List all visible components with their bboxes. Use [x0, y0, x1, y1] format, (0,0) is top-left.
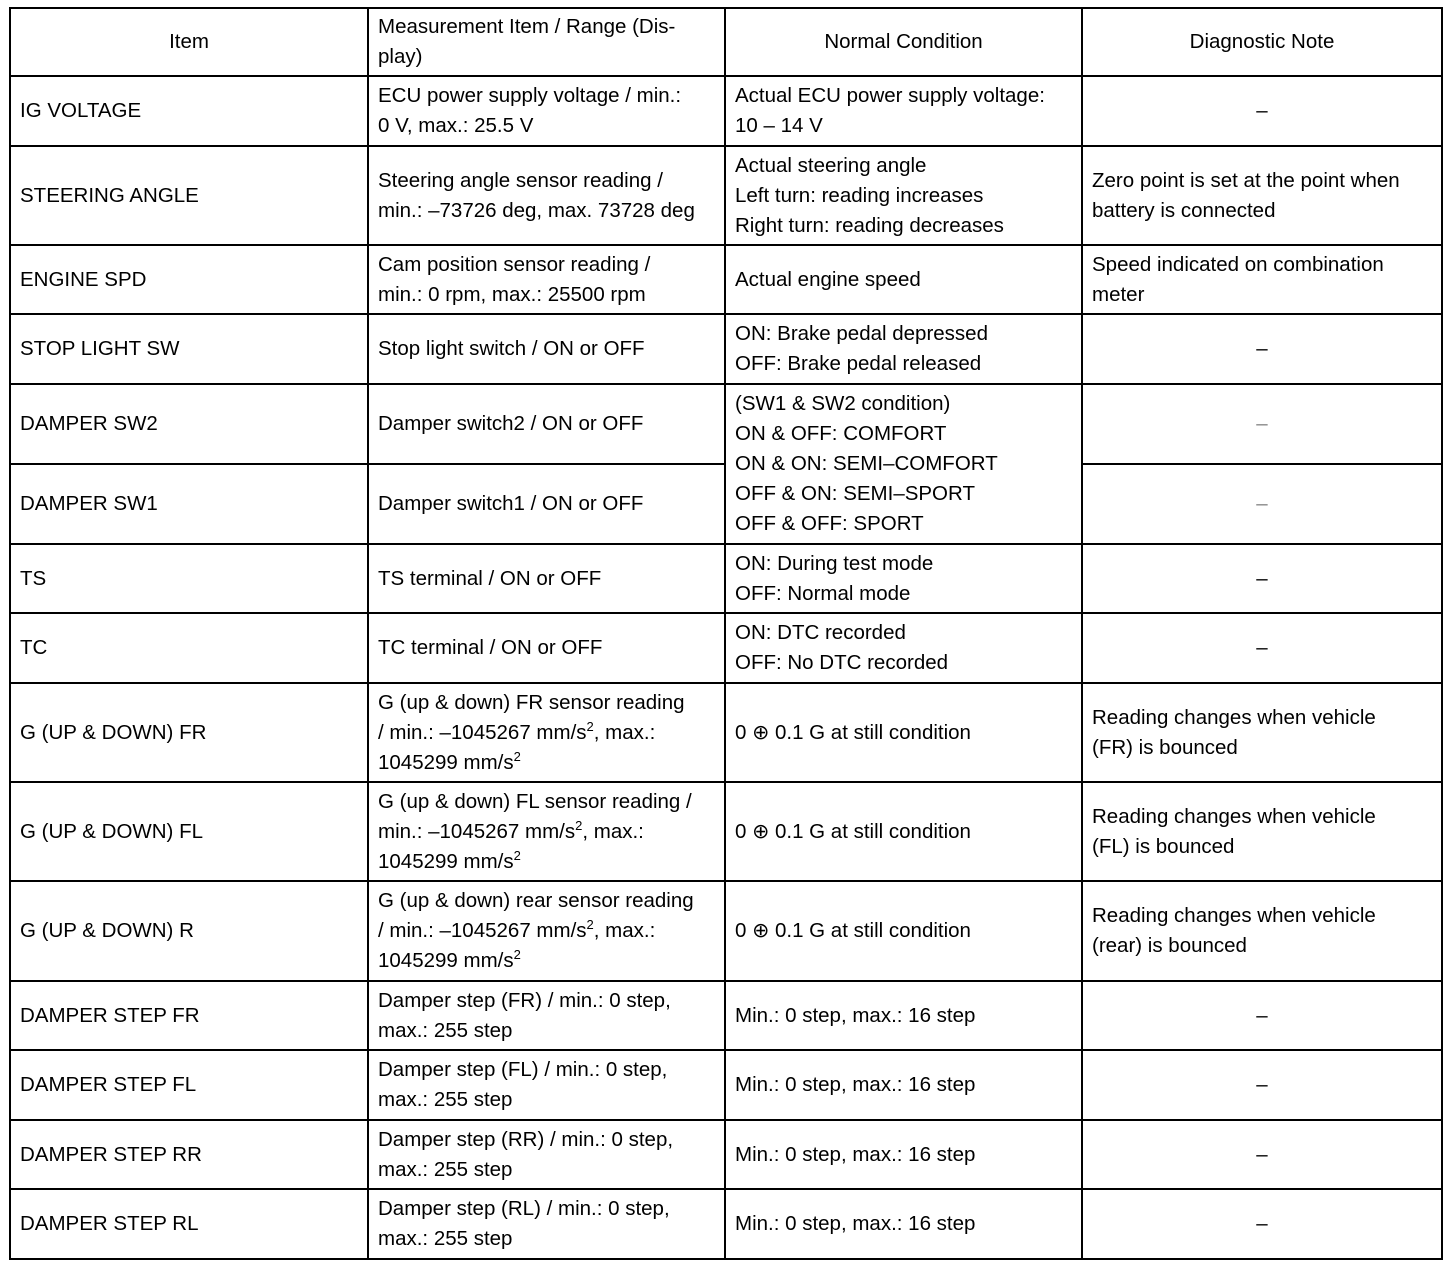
- item-cell: TS: [10, 544, 368, 613]
- measurement-cell: ECU power supply voltage / min.: 0 V, max.: 25.5 V: [368, 76, 725, 146]
- item-cell: TC: [10, 613, 368, 683]
- table-row: [10, 613, 1442, 683]
- table-row: [10, 981, 1442, 1050]
- normal-condition-cell: (SW1 & SW2 condition) ON & OFF: COMFORT ON & ON: SEMI–COMFORT OFF & ON: SEMI–SPORT OFF & OFF: SPORT: [725, 384, 1082, 544]
- measurement-cell: Damper step (FR) / min.: 0 step, max.: 255 step: [368, 981, 725, 1050]
- measurement-text: , max.: 1045299 mm/s: [378, 919, 656, 972]
- normal-condition-cell: ON: During test mode OFF: Normal mode: [725, 544, 1082, 613]
- measurement-cell: [368, 881, 725, 981]
- diagnostic-note-cell: Speed indicated on combination meter: [1082, 245, 1442, 314]
- normal-condition-cell: Actual ECU power supply voltage: 10 – 14 V: [725, 76, 1082, 146]
- table-row: [10, 245, 1442, 314]
- measurement-cell: Cam position sensor reading / min.: 0 rpm, max.: 25500 rpm: [368, 245, 725, 314]
- superscript: 2: [513, 947, 521, 962]
- item-cell: G (UP & DOWN) FL: [10, 782, 368, 881]
- table-row: [10, 1189, 1442, 1259]
- measurement-cell: Steering angle sensor reading / min.: –73726 deg, max. 73728 deg: [368, 146, 725, 245]
- measurement-cell: [368, 782, 725, 881]
- item-cell: DAMPER SW1: [10, 464, 368, 544]
- diagnostic-note-cell: –: [1082, 384, 1442, 464]
- measurement-text: , max.: 1045299 mm/s: [378, 819, 644, 873]
- diagnostic-note-cell: Reading changes when vehicle (rear) is bounced: [1082, 881, 1442, 981]
- diagnostic-note-cell: –: [1082, 464, 1442, 544]
- measurement-cell: TC terminal / ON or OFF: [368, 613, 725, 683]
- superscript: 2: [586, 917, 594, 932]
- measurement-cell: [368, 683, 725, 782]
- header-measurement: Measurement Item / Range (Dis- play): [368, 8, 725, 76]
- diagnostic-note-cell: –: [1082, 544, 1442, 613]
- diagnostic-note-cell: Reading changes when vehicle (FL) is bounced: [1082, 782, 1442, 881]
- header-row: [10, 8, 1442, 76]
- header-diagnostic-note: Diagnostic Note: [1082, 8, 1442, 76]
- measurement-cell: Damper switch1 / ON or OFF: [368, 464, 725, 544]
- diagnostic-note-cell: Zero point is set at the point when battery is connected: [1082, 146, 1442, 245]
- normal-condition-cell: ON: DTC recorded OFF: No DTC recorded: [725, 613, 1082, 683]
- header-item: Item: [10, 8, 368, 76]
- table-row: [10, 544, 1442, 613]
- normal-condition-cell: 0 ⊕ 0.1 G at still condition: [725, 782, 1082, 881]
- data-list-table: [9, 7, 1443, 1260]
- measurement-text: G (up & down) FR sensor reading / min.: –1045267 mm/s: [378, 690, 685, 744]
- diagnostic-note-cell: –: [1082, 1189, 1442, 1259]
- diagnostic-note-cell: –: [1082, 314, 1442, 384]
- superscript: 2: [513, 847, 521, 863]
- diagnostic-note-cell: –: [1082, 76, 1442, 146]
- item-cell: G (UP & DOWN) R: [10, 881, 368, 981]
- table-row: [10, 1120, 1442, 1189]
- table-row: [10, 384, 1442, 464]
- normal-condition-cell: Min.: 0 step, max.: 16 step: [725, 1189, 1082, 1259]
- table-row: [10, 683, 1442, 782]
- table-row: [10, 881, 1442, 981]
- measurement-cell: TS terminal / ON or OFF: [368, 544, 725, 613]
- diagnostic-note-cell: –: [1082, 981, 1442, 1050]
- item-cell: DAMPER SW2: [10, 384, 368, 464]
- normal-condition-cell: Actual engine speed: [725, 245, 1082, 314]
- normal-condition-cell: 0 ⊕ 0.1 G at still condition: [725, 881, 1082, 981]
- item-cell: DAMPER STEP FR: [10, 981, 368, 1050]
- normal-condition-cell: ON: Brake pedal depressed OFF: Brake pedal released: [725, 314, 1082, 384]
- diagnostic-note-cell: –: [1082, 1050, 1442, 1120]
- measurement-text: , max.: 1045299 mm/s: [378, 720, 656, 774]
- table-row: [10, 314, 1442, 384]
- measurement-text: G (up & down) rear sensor reading / min.: –1045267 mm/s: [378, 889, 694, 942]
- diagnostic-note-cell: –: [1082, 1120, 1442, 1189]
- normal-condition-cell: Min.: 0 step, max.: 16 step: [725, 1120, 1082, 1189]
- normal-condition-cell: Min.: 0 step, max.: 16 step: [725, 1050, 1082, 1120]
- superscript: 2: [575, 817, 583, 833]
- normal-condition-cell: Actual steering angle Left turn: reading increases Right turn: reading decreases: [725, 146, 1082, 245]
- normal-condition-cell: 0 ⊕ 0.1 G at still condition: [725, 683, 1082, 782]
- item-cell: DAMPER STEP RR: [10, 1120, 368, 1189]
- measurement-cell: Damper step (FL) / min.: 0 step, max.: 255 step: [368, 1050, 725, 1120]
- measurement-cell: Stop light switch / ON or OFF: [368, 314, 725, 384]
- table-row: [10, 1050, 1442, 1120]
- superscript: 2: [586, 718, 594, 734]
- header-normal-condition: Normal Condition: [725, 8, 1082, 76]
- normal-condition-cell: Min.: 0 step, max.: 16 step: [725, 981, 1082, 1050]
- table-row: [10, 76, 1442, 146]
- measurement-cell: Damper step (RL) / min.: 0 step, max.: 255 step: [368, 1189, 725, 1259]
- superscript: 2: [513, 748, 521, 764]
- table-row: [10, 146, 1442, 245]
- diagnostic-note-cell: Reading changes when vehicle (FR) is bounced: [1082, 683, 1442, 782]
- item-cell: IG VOLTAGE: [10, 76, 368, 146]
- item-cell: STEERING ANGLE: [10, 146, 368, 245]
- measurement-cell: Damper step (RR) / min.: 0 step, max.: 255 step: [368, 1120, 725, 1189]
- item-cell: DAMPER STEP FL: [10, 1050, 368, 1120]
- diagnostic-note-cell: –: [1082, 613, 1442, 683]
- table-row: [10, 782, 1442, 881]
- item-cell: ENGINE SPD: [10, 245, 368, 314]
- item-cell: DAMPER STEP RL: [10, 1189, 368, 1259]
- item-cell: G (UP & DOWN) FR: [10, 683, 368, 782]
- item-cell: STOP LIGHT SW: [10, 314, 368, 384]
- measurement-cell: Damper switch2 / ON or OFF: [368, 384, 725, 464]
- measurement-text: G (up & down) FL sensor reading / min.: –1045267 mm/s: [378, 789, 692, 843]
